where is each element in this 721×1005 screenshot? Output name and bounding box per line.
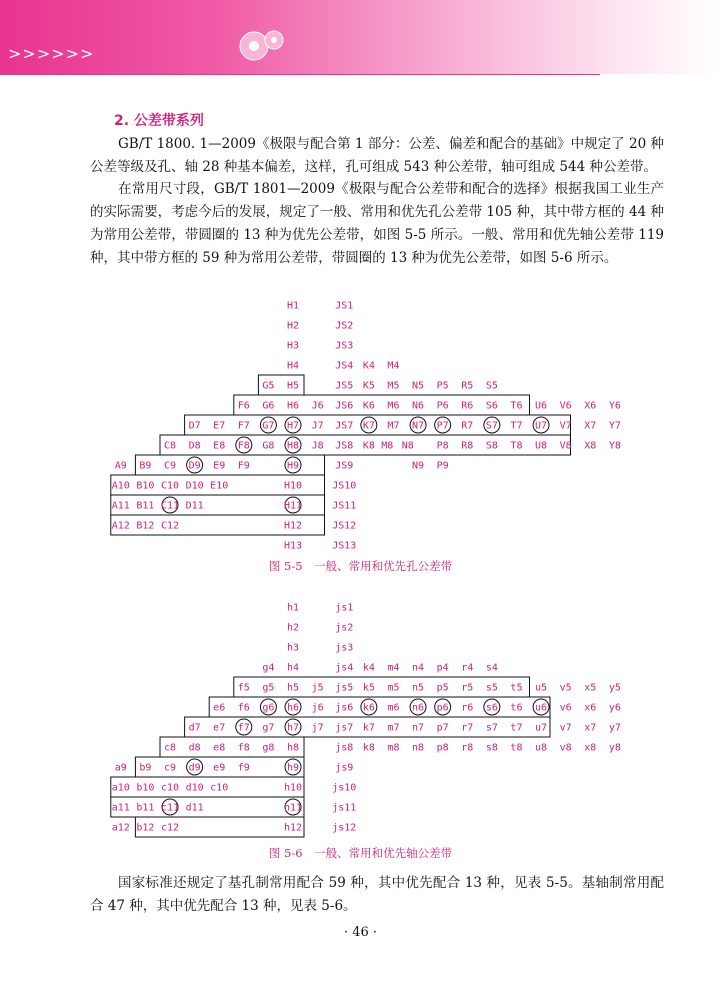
tolerance-zone-label: t8 [510,742,523,754]
tolerance-zone-label: R8 [461,440,474,452]
tolerance-zone-label: g5 [262,682,275,694]
tolerance-zone-label: K7 [362,420,375,432]
tolerance-zone-label: J7 [311,420,324,432]
tolerance-zone-label: k8 [362,742,375,754]
tolerance-zone-label: r4 [461,662,474,674]
tolerance-zone-label: h3 [286,642,300,654]
tolerance-zone-label: f7 [237,722,250,734]
tolerance-zone-label: H5 [286,380,300,392]
tolerance-zone-label: h9 [286,762,300,774]
tolerance-zone-label: R5 [461,380,474,392]
tolerance-zone-label: E10 [210,480,229,492]
tolerance-zone-label: K4 [362,360,375,372]
tolerance-zone-label: h5 [286,682,300,694]
tolerance-zone-label: G6 [262,400,275,412]
tolerance-zone-label: P8 [436,440,449,452]
shaft-tolerance-zone-diagram [110,588,630,840]
tolerance-zone-label: js3 [335,642,354,654]
tolerance-zone-label: v5 [559,682,572,694]
tolerance-zone-label: X7 [584,420,597,432]
tolerance-zone-label: S7 [485,420,498,432]
tolerance-zone-label: JS12 [332,520,357,532]
tolerance-zone-label: y7 [608,722,621,734]
tolerance-zone-label: r7 [461,722,474,734]
tolerance-zone-label: JS3 [335,340,354,352]
tolerance-zone-label: d8 [188,742,201,754]
tolerance-zone-label: E9 [213,460,226,472]
tolerance-zone-label: Y6 [608,400,621,412]
tolerance-zone-label: M8 [381,440,394,452]
tolerance-zone-label: H4 [286,360,300,372]
tolerance-zone-label: k7 [362,722,375,734]
tolerance-zone-label: D10 [185,480,204,492]
tolerance-zone-label: b11 [136,802,155,814]
tolerance-zone-label: h7 [286,722,300,734]
tolerance-zone-label: k4 [362,662,375,674]
tolerance-zone-label: n5 [412,682,425,694]
tolerance-zone-label: c11 [160,802,180,814]
tolerance-zone-label: js7 [335,722,354,734]
tolerance-zone-label: V6 [559,400,572,412]
tolerance-zone-label: f5 [237,682,250,694]
tolerance-zone-label: m4 [387,662,400,674]
tolerance-zone-label: h6 [286,702,300,714]
tolerance-zone-label: v8 [559,742,572,754]
tolerance-zone-label: U7 [535,420,548,432]
tolerance-zone-label: d7 [188,722,201,734]
tolerance-zone-label: js6 [335,702,354,714]
tolerance-zone-label: g4 [262,662,275,674]
page-number: · 46 · [343,925,378,940]
tolerance-zone-label: x8 [584,742,597,754]
tolerance-zone-label: a9 [114,762,127,774]
tolerance-zone-label: f6 [237,702,250,714]
tolerance-zone-label: d9 [188,762,201,774]
header-rule [0,74,600,75]
tolerance-zone-label: g7 [262,722,275,734]
tolerance-zone-label: e9 [213,762,226,774]
tolerance-zone-label: u8 [535,742,548,754]
tolerance-zone-label: Y7 [608,420,621,432]
tolerance-zone-label: M5 [387,380,400,392]
tolerance-zone-label: F6 [237,400,250,412]
tolerance-zone-label: r8 [461,742,474,754]
tolerance-zone-label: V7 [559,420,572,432]
tolerance-zone-label: js1 [335,602,354,614]
tolerance-zone-label: JS11 [332,500,357,512]
tolerance-zone-label: b10 [136,782,155,794]
tolerance-zone-label: T7 [510,420,523,432]
tolerance-zone-label: r6 [461,702,474,714]
tolerance-zone-label: f8 [237,742,250,754]
tolerance-zone-label: B10 [136,480,155,492]
tolerance-zone-label: JS2 [335,320,354,332]
tolerance-zone-label: E8 [213,440,226,452]
tolerance-zone-label: H8 [286,440,300,452]
tolerance-zone-label: h11 [283,802,303,814]
tolerance-zone-label: s7 [485,722,498,734]
tolerance-zone-label: js5 [335,682,354,694]
tolerance-zone-label: js4 [335,662,354,674]
tolerance-zone-label: b9 [139,762,152,774]
tolerance-zone-label: U6 [535,400,548,412]
tolerance-zone-label: A11 [111,500,130,512]
tolerance-zone-label: K6 [362,400,375,412]
tolerance-zone-label: D9 [188,460,201,472]
tolerance-zone-label: S6 [485,400,498,412]
tolerance-zone-label: a11 [111,802,130,814]
tolerance-zone-label: M4 [387,360,400,372]
tolerance-zone-label: P6 [436,400,449,412]
tolerance-zone-label: p6 [436,702,449,714]
section-title: 2. 公差带系列 [114,113,204,129]
tolerance-zone-label: e7 [213,722,226,734]
tolerance-zone-label: j7 [311,722,324,734]
hole-tolerance-zone-diagram [110,286,630,554]
tolerance-zone-label: b12 [136,822,155,834]
tolerance-zone-label: D7 [188,420,201,432]
common-zone-frame [160,737,304,757]
tolerance-zone-label: F9 [237,460,250,472]
tolerance-zone-label: js2 [335,622,354,634]
tolerance-zone-label: K5 [362,380,375,392]
tolerance-zone-label: B11 [136,500,155,512]
tolerance-zone-label: t5 [510,682,523,694]
tolerance-zone-label: j6 [311,702,324,714]
tolerance-zone-label: JS7 [335,420,354,432]
tolerance-zone-label: js10 [332,782,357,794]
tolerance-zone-label: F7 [237,420,250,432]
tolerance-zone-label: js8 [335,742,354,754]
tolerance-zone-label: js9 [335,762,354,774]
tolerance-zone-label: G8 [262,440,275,452]
tolerance-zone-label: JS10 [332,480,357,492]
tolerance-zone-label: m6 [387,702,400,714]
tolerance-zone-label: JS1 [335,300,354,312]
tolerance-zone-label: e6 [213,702,226,714]
tolerance-zone-label: N7 [412,420,425,432]
paragraph-2: 在常用尺寸段，GB/T 1801—2009《极限与配合公差带和配合的选择》根据我国工业生产的实际需要，考虑今后的发展，规定了一般、常用和优先孔公差带 105 种，其中带方框的 44 种为常用公差带，带圆圈的 13 种为优先公差带，如图 5-5 所示。一般、常用和优先轴公差带 119 种，其中带方框的 59 种为常用公差带，带圆圈的 13 种为优先公差带，如图 5-6 所示。 [90,181,664,266]
paragraph-3: 国家标准还规定了基孔制常用配合 59 种，其中优先配合 13 种，见表 5-5。基轴制常用配合 47 种，其中优先配合 13 种，见表 5-6。 [90,875,664,914]
tolerance-zone-label: N6 [412,400,425,412]
tolerance-zone-label: H13 [283,540,303,552]
tolerance-zone-label: c10 [210,782,229,794]
tolerance-zone-label: C11 [160,500,180,512]
tolerance-zone-label: JS13 [332,540,357,552]
tolerance-zone-label: JS5 [335,380,354,392]
tolerance-zone-label: r5 [461,682,474,694]
chevrons-decoration: >>>>>> [8,44,95,63]
tolerance-zone-label: N8 [401,440,414,452]
tolerance-zone-label: m8 [387,742,400,754]
tolerance-zone-label: JS9 [335,460,354,472]
tolerance-zone-label: h12 [283,822,303,834]
tolerance-zone-label: n4 [412,662,425,674]
tolerance-zone-label: U8 [535,440,548,452]
tolerance-zone-label: G7 [262,420,275,432]
tolerance-zone-label: s5 [485,682,498,694]
tolerance-zone-label: H10 [283,480,303,492]
figure-5-5-caption: 图 5-5 一般、常用和优先孔公差带 [268,559,453,573]
tolerance-zone-label: y5 [608,682,621,694]
tolerance-zone-label: s6 [485,702,498,714]
tolerance-zone-label: c12 [160,822,180,834]
tolerance-zone-label: Y8 [608,440,621,452]
tolerance-zone-label: u6 [535,702,548,714]
gear-icon [232,22,292,70]
tolerance-zone-label: u7 [535,722,548,734]
tolerance-zone-label: s8 [485,742,498,754]
tolerance-zone-label: H6 [286,400,300,412]
figure-5-6-caption: 图 5-6 一般、常用和优先轴公差带 [268,846,453,860]
tolerance-zone-label: X6 [584,400,597,412]
tolerance-zone-label: v6 [559,702,572,714]
tolerance-zone-label: x7 [584,722,597,734]
tolerance-zone-label: h2 [286,622,300,634]
tolerance-zone-label: v7 [559,722,572,734]
tolerance-zone-label: P5 [436,380,449,392]
tolerance-zone-label: V8 [559,440,572,452]
tolerance-zone-label: N5 [412,380,425,392]
tolerance-zone-label: S8 [485,440,498,452]
tolerance-zone-label: m5 [387,682,400,694]
tolerance-zone-label: y8 [608,742,621,754]
tolerance-zone-label: C10 [160,480,180,492]
tolerance-zone-label: c10 [160,782,180,794]
tolerance-zone-label: M6 [387,400,400,412]
tolerance-zone-label: n8 [412,742,425,754]
tolerance-zone-label: c8 [163,742,177,754]
tolerance-zone-label: H11 [283,500,303,512]
tolerance-zone-label: g6 [262,702,275,714]
tolerance-zone-label: s4 [485,662,498,674]
tolerance-zone-label: T6 [510,400,523,412]
tolerance-zone-label: H12 [283,520,303,532]
tolerance-zone-label: g8 [262,742,275,754]
tolerance-zone-label: T8 [510,440,523,452]
tolerance-zone-label: JS4 [335,360,354,372]
tolerance-zone-label: JS8 [335,440,354,452]
tolerance-zone-label: h8 [286,742,300,754]
tolerance-zone-label: p5 [436,682,449,694]
tolerance-zone-label: k6 [362,702,375,714]
tolerance-zone-label: e8 [213,742,226,754]
tolerance-zone-label: d11 [185,802,204,814]
tolerance-zone-label: J6 [311,400,324,412]
tolerance-zone-label: x5 [584,682,597,694]
paragraph-1: GB/T 1800. 1—2009《极限与配合第 1 部分：公差、偏差和配合的基础》中规定了 20 种公差等级及孔、轴 28 种基本偏差，这样，孔可组成 543 种公差带，轴可组成 544 种公差带。 [90,136,664,175]
tolerance-zone-label: C12 [160,520,180,532]
tolerance-zone-label: N9 [412,460,425,472]
tolerance-zone-label: m7 [387,722,400,734]
tolerance-zone-label: A10 [111,480,130,492]
tolerance-zone-label: C9 [163,460,177,472]
tolerance-zone-label: JS6 [335,400,354,412]
tolerance-zone-label: y6 [608,702,621,714]
tolerance-zone-label: E7 [213,420,226,432]
tolerance-zone-label: G5 [262,380,275,392]
tolerance-zone-label: R6 [461,400,474,412]
tolerance-zone-label: c9 [163,762,177,774]
tolerance-zone-label: a12 [111,822,130,834]
tolerance-zone-label: js12 [332,822,357,834]
tolerance-zone-label: n7 [412,722,425,734]
tolerance-zone-label: M7 [387,420,400,432]
tolerance-zone-label: S5 [485,380,498,392]
header-banner [0,0,721,74]
tolerance-zone-label: H7 [286,420,300,432]
tolerance-zone-label: a10 [111,782,130,794]
tolerance-zone-label: H1 [286,300,300,312]
tolerance-zone-label: d10 [185,782,204,794]
tolerance-zone-label: u5 [535,682,548,694]
tolerance-zone-label: h1 [286,602,300,614]
tolerance-zone-label: H2 [286,320,300,332]
tolerance-zone-label: R7 [461,420,474,432]
tolerance-zone-label: t6 [510,702,523,714]
tolerance-zone-label: f9 [237,762,250,774]
tolerance-zone-label: C8 [163,440,177,452]
tolerance-zone-label: H9 [286,460,300,472]
tolerance-zone-label: js11 [332,802,357,814]
tolerance-zone-label: j5 [311,682,324,694]
tolerance-zone-label: p4 [436,662,449,674]
tolerance-zone-label: F8 [237,440,250,452]
tolerance-zone-label: p7 [436,722,449,734]
tolerance-zone-label: D8 [188,440,201,452]
tolerance-zone-label: A9 [114,460,127,472]
tolerance-zone-label: J8 [311,440,324,452]
tolerance-zone-label: P9 [436,460,449,472]
tolerance-zone-label: p8 [436,742,449,754]
tolerance-zone-label: B9 [139,460,152,472]
tolerance-zone-label: h4 [286,662,300,674]
tolerance-zone-label: K8 [362,440,375,452]
tolerance-zone-label: P7 [436,420,449,432]
tolerance-zone-label: t7 [510,722,523,734]
tolerance-zone-label: h10 [283,782,303,794]
tolerance-zone-label: X8 [584,440,597,452]
tolerance-zone-label: A12 [111,520,130,532]
tolerance-zone-label: n6 [412,702,425,714]
tolerance-zone-label: H3 [286,340,300,352]
tolerance-zone-label: x6 [584,702,597,714]
tolerance-zone-label: D11 [185,500,204,512]
tolerance-zone-label: B12 [136,520,155,532]
tolerance-zone-label: k5 [362,682,375,694]
